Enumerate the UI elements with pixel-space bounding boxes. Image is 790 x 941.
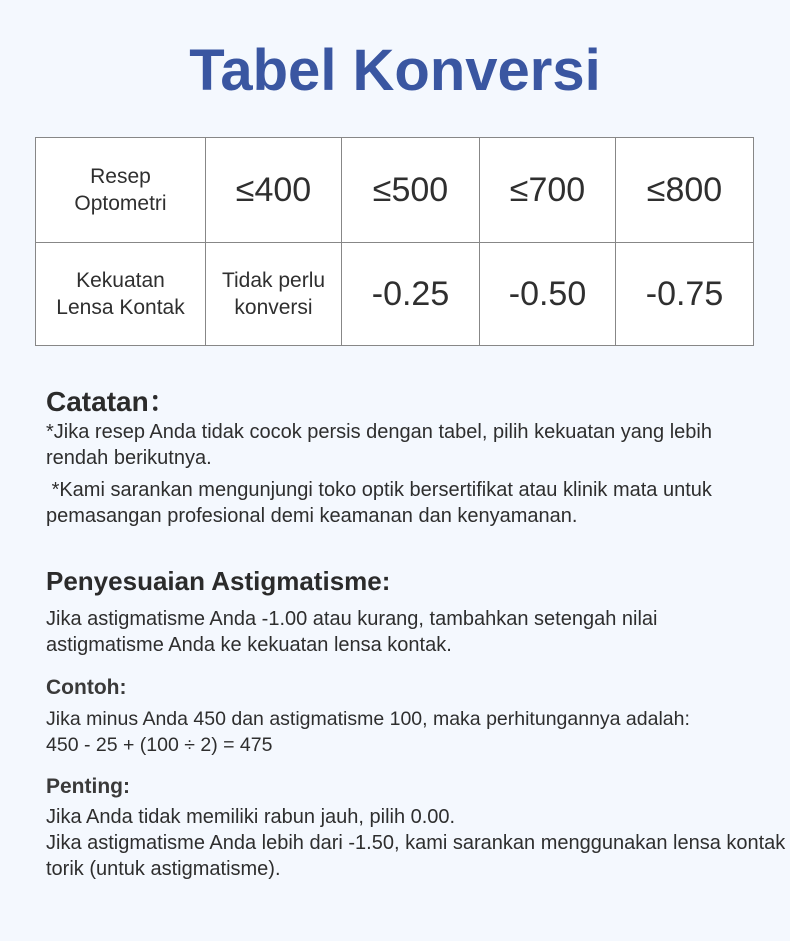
table-cell: ≤800 (616, 138, 754, 243)
row-header-line: Optometri (74, 192, 167, 215)
cell-line: konversi (234, 296, 313, 319)
table-row-prescription (36, 138, 754, 243)
note-item: *Jika resep Anda tidak cocok persis dengan tabel, pilih kekuatan yang lebih rendah berikutnya. (46, 421, 712, 469)
table-cell: ≤500 (342, 138, 480, 243)
note-item: *Kami sarankan mengunjungi toko optik bersertifikat atau klinik mata untuk pemasangan profesional demi keamanan dan kenyamanan. (46, 479, 718, 527)
important-line: Jika astigmatisme Anda lebih dari -1.50, kami sarankan menggunakan lensa kontak torik (untuk astigmatisme). (46, 832, 786, 880)
row-header-line: Lensa Kontak (56, 296, 185, 319)
important-heading: Penting: (46, 775, 130, 798)
row-header-line: Kekuatan (76, 269, 165, 292)
table-cell: -0.50 (480, 243, 616, 346)
example-body (46, 706, 786, 758)
row-header-line: Resep (90, 165, 151, 188)
example-formula: 450 - 25 + (100 ÷ 2) = 475 (46, 734, 273, 756)
row-header-prescription (36, 138, 206, 243)
table-cell-no-conversion (206, 243, 342, 346)
example-heading: Contoh: (46, 676, 127, 699)
conversion-table (35, 137, 754, 346)
astigmatism-heading: Penyesuaian Astigmatisme: (46, 566, 391, 596)
astigmatism-body: Jika astigmatisme Anda -1.00 atau kurang, tambahkan setengah nilai astigmatisme Anda ke kekuatan lensa kontak. (46, 608, 658, 656)
table-cell: ≤700 (480, 138, 616, 243)
row-header-contact-lens-power (36, 243, 206, 346)
table-cell: ≤400 (206, 138, 342, 243)
table-cell: -0.25 (342, 243, 480, 346)
important-line: Jika Anda tidak memiliki rabun jauh, pilih 0.00. (46, 806, 456, 828)
important-body (46, 804, 786, 882)
cell-line: Tidak perlu (221, 269, 326, 292)
table-cell: -0.75 (616, 243, 754, 346)
example-line: Jika minus Anda 450 dan astigmatisme 100, maka perhitungannya adalah: (46, 708, 690, 730)
table-row-contact-lens-power (36, 243, 754, 346)
notes-heading: Catatan： (46, 386, 177, 417)
page-title: Tabel Konversi (189, 38, 601, 103)
